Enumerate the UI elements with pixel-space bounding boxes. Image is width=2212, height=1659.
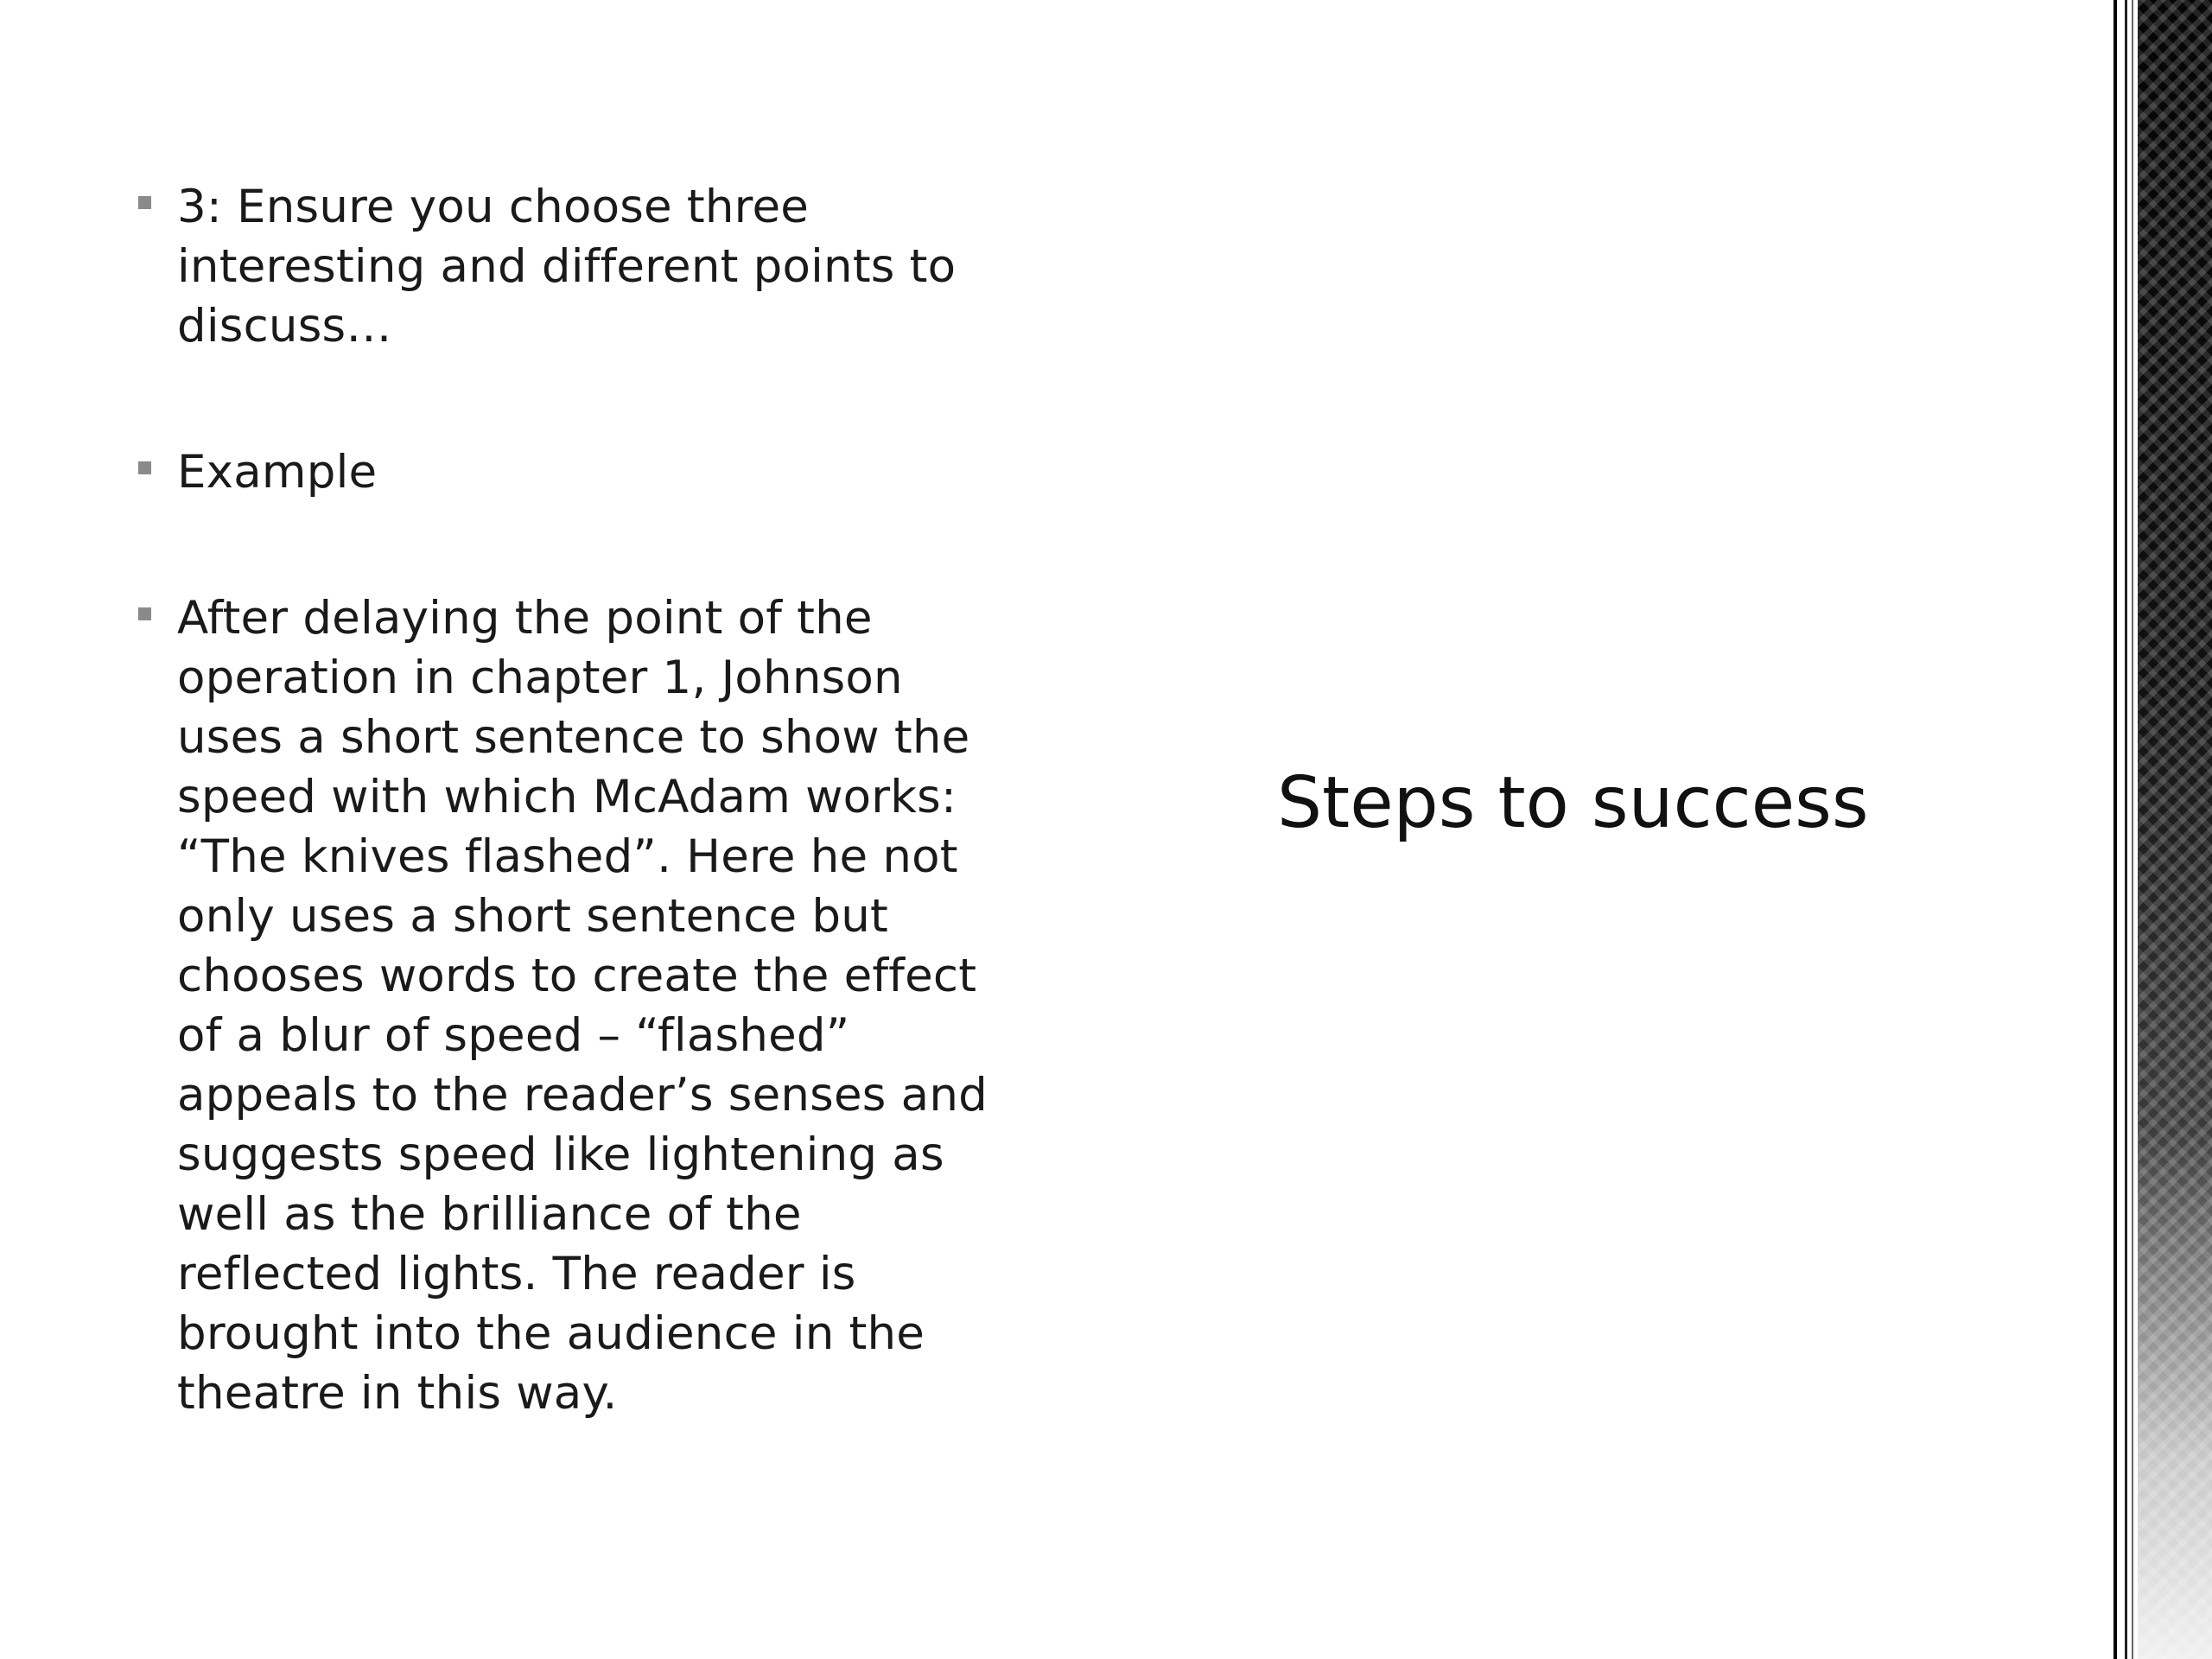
square-bullet-icon — [138, 196, 151, 209]
bullet-text-1: 3: Ensure you choose three interesting and different points to discuss… — [177, 181, 957, 353]
square-bullet-icon — [138, 607, 151, 620]
bullet-text-3: After delaying the point of the operation in chapter 1, Johnson uses a short sentence to show the speed with which McAdam works: “The knives flashed”. Here he not only uses a short sentence but chooses words to create the effect of a blur of speed – “flashed” appeals to the reader’s senses and suggests speed like lightening as well as the brilliance of the reflected lights. The reader is brought into the audience in the theatre in this way. — [177, 592, 988, 1420]
decorative-edge-pattern — [2138, 0, 2212, 1659]
decorative-divider — [2132, 0, 2133, 1659]
decorative-divider — [2125, 0, 2127, 1659]
bullet-list — [130, 177, 994, 1423]
bullet-item-1 — [130, 177, 994, 356]
decorative-divider — [2113, 0, 2117, 1659]
bullet-item-3 — [130, 588, 994, 1423]
bullet-item-2 — [130, 442, 994, 502]
slide-title: Steps to success — [1277, 762, 1869, 844]
bullet-text-2: Example — [177, 446, 378, 499]
square-bullet-icon — [138, 461, 151, 474]
